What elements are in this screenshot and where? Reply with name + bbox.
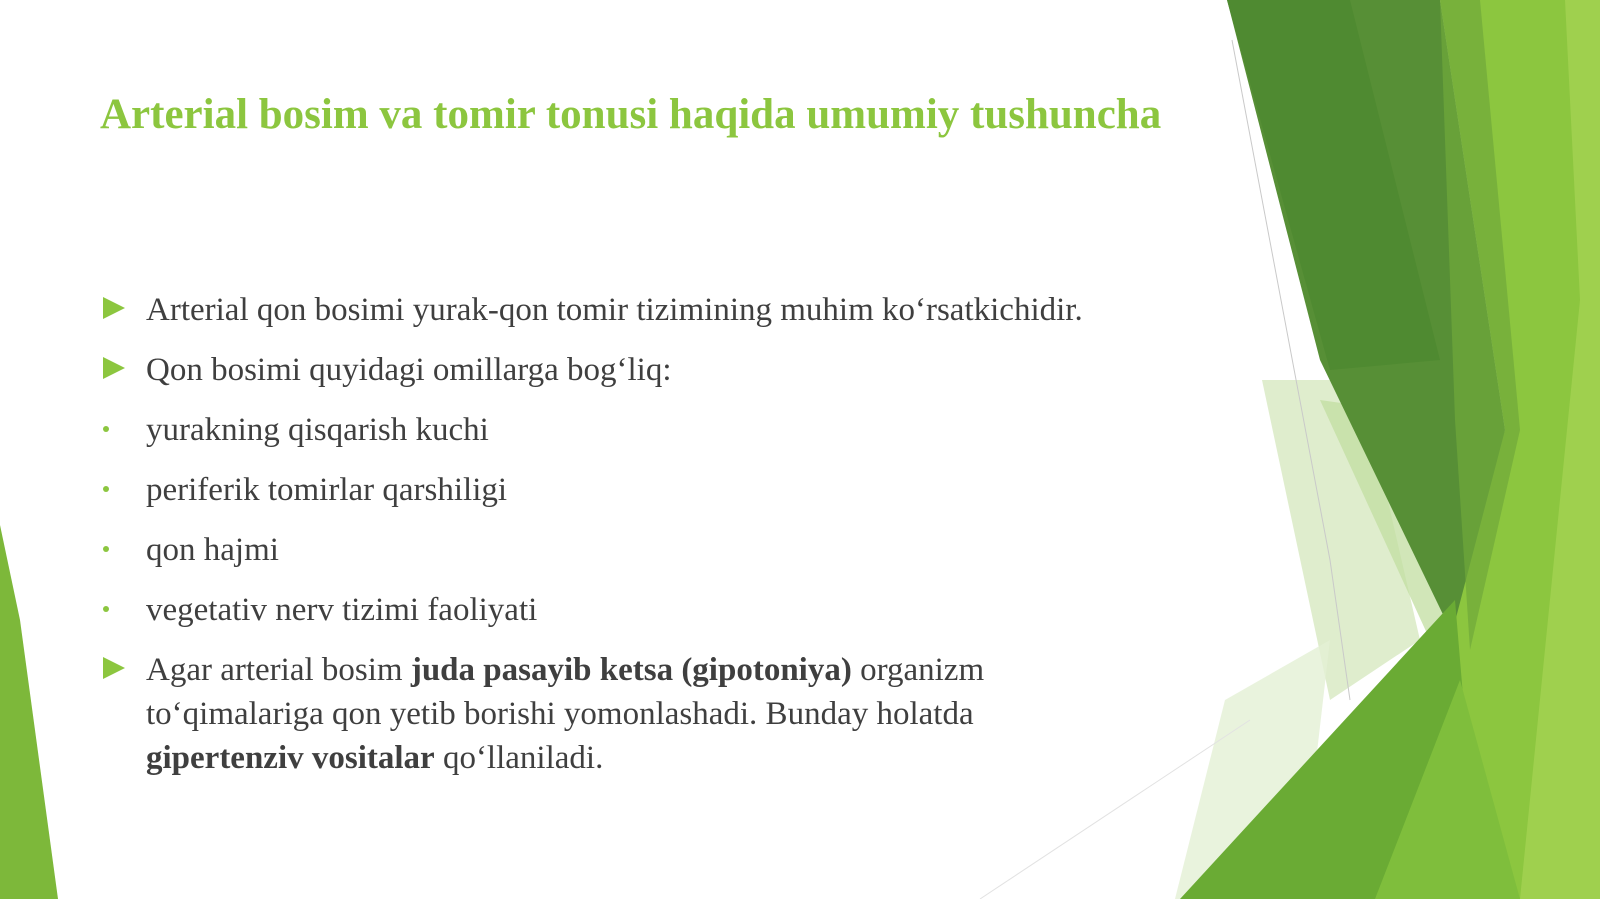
bullet-text-bold: gipertenziv vositalar bbox=[146, 740, 435, 776]
list-item bbox=[0, 528, 1240, 572]
arrow-icon bbox=[103, 357, 125, 379]
dot-icon bbox=[103, 426, 109, 432]
dot-icon bbox=[103, 546, 109, 552]
arrow-icon bbox=[103, 657, 125, 679]
list-item bbox=[0, 588, 1240, 632]
list-item bbox=[0, 348, 1240, 392]
bullet-text: vegetativ nerv tizimi faoliyati bbox=[146, 592, 538, 628]
dot-icon bbox=[103, 606, 109, 612]
list-item bbox=[0, 468, 1240, 512]
list-item-last bbox=[0, 648, 1086, 780]
bullet-text: qon hajmi bbox=[146, 532, 279, 568]
bullet-text-part: Agar arterial bosim bbox=[146, 652, 411, 688]
arrow-icon bbox=[103, 297, 125, 319]
bullet-text-bold: juda pasayib ketsa (gipotoniya) bbox=[410, 652, 852, 688]
bullet-text: Arterial qon bosimi yurak-qon tomir tizimining muhim ko‘rsatkichidir. bbox=[146, 292, 1083, 328]
bullet-text: yurakning qisqarish kuchi bbox=[146, 412, 489, 448]
dot-icon bbox=[103, 486, 109, 492]
bullet-text: periferik tomirlar qarshiligi bbox=[146, 472, 508, 508]
slide-title: Arterial bosim va tomir tonusi haqida umumiy tushuncha bbox=[100, 91, 1162, 138]
bullet-text-part: qo‘llaniladi. bbox=[434, 740, 604, 776]
bullet-text-part: organizm to‘qimalariga qon yetib borishi yomonlashadi. Bunday holatda bbox=[146, 652, 985, 732]
bullet-text: Qon bosimi quyidagi omillarga bog‘liq: bbox=[146, 352, 672, 388]
bullet-list bbox=[0, 288, 1240, 796]
list-item bbox=[0, 408, 1240, 452]
list-item bbox=[0, 288, 1240, 332]
